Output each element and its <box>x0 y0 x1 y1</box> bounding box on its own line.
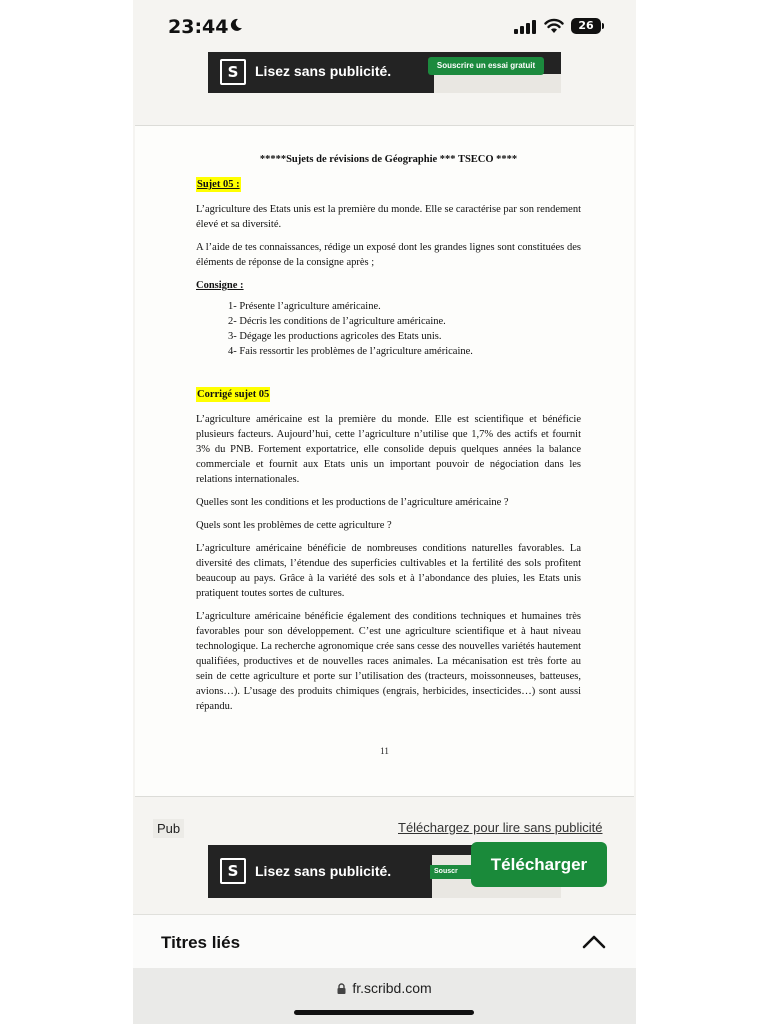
top-ad-banner[interactable] <box>208 52 561 93</box>
ad-text: Lisez sans publicité. <box>255 863 392 879</box>
ad-text: Lisez sans publicité. <box>255 63 392 79</box>
subject-instruction: A l’aide de tes connaissances, rédige un exposé dont les grandes lignes sont constituées des éléments de réponse de la consigne après ; <box>196 242 581 268</box>
lock-icon <box>337 983 346 994</box>
scribd-logo-icon: S <box>220 59 246 85</box>
paragraph: L’agriculture américaine bénéficie également des conditions techniques et humaines très favorables pour son développement. C’est une agriculture scientifique et à haut niveau technologique. La recherche agronomique crée sans cesse des nouvelles variétés hautement qualifiées, productives et de nouvelles races animales. La mécanisation est très forte au sein de cette agriculture et porte sur l’utilisation des (tracteurs, moissonneuses, batteuses, avions…). L’usage des produits chimiques (engrais, herbicides, insecticides…) sont aussi répandu. <box>196 611 581 712</box>
document-content <box>196 152 581 722</box>
related-titles-bar[interactable] <box>133 914 636 969</box>
related-titles-heading: Titres liés <box>161 933 241 952</box>
paragraph: L’agriculture américaine bénéficie de nombreuses conditions naturelles favorables. La diversité des climats, l’étendue des superficies cultivables et la fertilité des sols profitent beaucoup au pays. Grâce à la variété des sols et à l’abondance des pluies, les Etats unis pratiquent toutes sortes de cultures. <box>196 543 581 599</box>
paragraph: Quelles sont les conditions et les productions de l’agriculture américaine ? <box>196 497 509 508</box>
subject-label: Sujet 05 : <box>197 179 240 190</box>
page-number: 11 <box>380 746 389 756</box>
list-item: 1- Présente l’agriculture américaine. <box>228 301 381 312</box>
signal-icon <box>514 20 538 34</box>
paragraph: L’agriculture américaine est la première du monde. Elle est scientifique et bénéficie plusieurs facteurs. Aujourd’hui, cette l’agriculture n’utilise que 1,7% des actifs et fournit 3% du PNB. Fortement exportatrice, elle consolide depuis quelques années la balance commerciale et fournit aux Etats unis un important pouvoir de négociation dans les relations internationales. <box>196 414 581 485</box>
browser-url-bar[interactable] <box>133 968 636 1024</box>
free-trial-button[interactable]: Souscr <box>430 865 474 879</box>
scribd-logo-icon: S <box>220 858 246 884</box>
chevron-up-icon[interactable] <box>582 935 606 949</box>
list-item: 4- Fais ressortir les problèmes de l’agriculture américaine. <box>228 346 473 357</box>
free-trial-button[interactable]: Souscrire un essai gratuit <box>428 57 544 75</box>
document-title: *****Sujets de révisions de Géographie *** TSECO **** <box>259 154 518 165</box>
battery-indicator: 26 <box>571 18 601 34</box>
download-button[interactable]: Télécharger <box>471 842 607 887</box>
consigne-label: Consigne : <box>196 280 244 291</box>
document-page <box>135 125 634 797</box>
url-display[interactable] <box>133 980 636 996</box>
phone-screen <box>133 0 636 1024</box>
corrige-label: Corrigé sujet 05 <box>197 389 270 400</box>
ad-thumbnails <box>434 74 561 93</box>
pub-label: Pub <box>153 819 184 838</box>
list-item: 3- Dégage les productions agricoles des Etats unis. <box>228 331 442 342</box>
home-indicator[interactable] <box>294 1010 474 1015</box>
status-bar <box>133 0 636 52</box>
status-time: 23:44 <box>168 16 229 38</box>
subject-intro: L’agriculture des Etats unis est la première du monde. Elle se caractérise par son rendement élevé et sa diversité. <box>196 204 581 230</box>
paragraph: Quels sont les problèmes de cette agriculture ? <box>196 520 392 531</box>
consigne-list <box>196 299 581 359</box>
url-text: fr.scribd.com <box>352 980 432 996</box>
download-ad-free-link[interactable]: Téléchargez pour lire sans publicité <box>398 820 603 835</box>
moon-icon <box>229 18 243 32</box>
list-item: 2- Décris les conditions de l’agriculture américaine. <box>228 316 446 327</box>
wifi-icon <box>544 18 564 34</box>
battery-tip <box>602 23 604 29</box>
